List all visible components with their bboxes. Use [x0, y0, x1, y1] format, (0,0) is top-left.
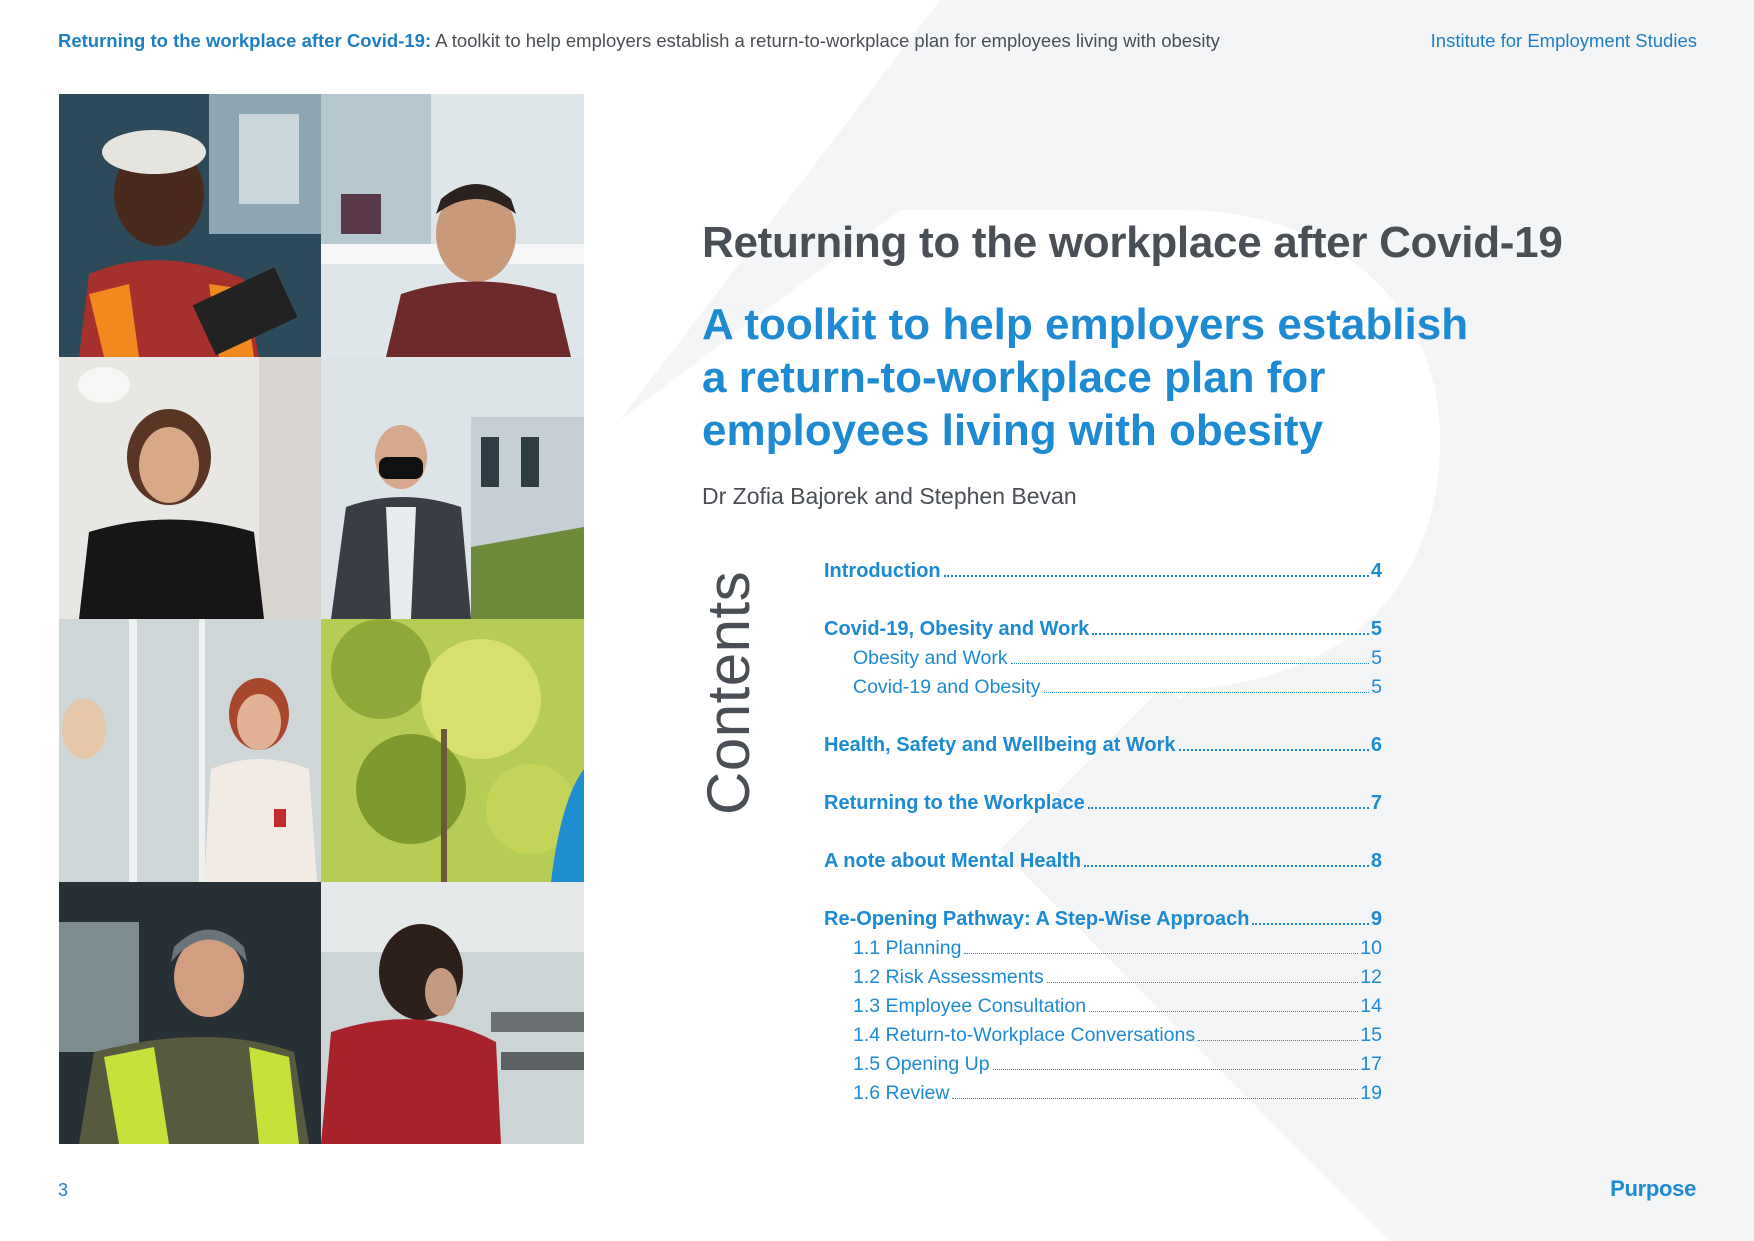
toc-leader: [944, 574, 1369, 577]
authors: Dr Zofia Bajorek and Stephen Bevan: [702, 483, 1077, 509]
toc-entry-page: 4: [1370, 560, 1382, 582]
toc-leader: [1089, 1010, 1358, 1012]
subtitle-line: A toolkit to help employers establish: [702, 300, 1469, 349]
document-subtitle: [702, 298, 1469, 457]
toc-entry-title: Returning to the Workplace: [824, 792, 1085, 814]
toc-entry-title: 1.2 Risk Assessments: [853, 966, 1044, 988]
toc-entry[interactable]: [824, 850, 1382, 873]
toc-entry-page: 15: [1360, 1024, 1382, 1046]
toc-entry-page: 12: [1360, 966, 1382, 988]
toc-leader: [1198, 1039, 1358, 1041]
toc-entry-title: A note about Mental Health: [824, 850, 1082, 872]
header-title-bold: Returning to the workplace after Covid-19:: [58, 30, 432, 51]
toc-subentry[interactable]: [824, 647, 1382, 670]
toc-entry-page: 5: [1370, 618, 1382, 640]
toc-entry-page: 14: [1360, 995, 1382, 1017]
toc-entry-page: 5: [1371, 676, 1382, 698]
photo-man-glasses-office: [321, 94, 584, 357]
toc-entry-page: 17: [1360, 1053, 1382, 1075]
document-title: Returning to the workplace after Covid-19: [702, 218, 1563, 267]
running-header: [58, 30, 1220, 52]
toc-entry-title: 1.1 Planning: [853, 937, 962, 959]
toc-leader: [1088, 806, 1369, 809]
toc-leader: [952, 1097, 1358, 1099]
photo-man-back-cafeteria: [321, 882, 584, 1144]
subtitle-line: employees living with obesity: [702, 406, 1324, 455]
photo-man-beanie-van: [59, 882, 321, 1144]
toc-leader: [1011, 662, 1370, 664]
toc-leader: [993, 1068, 1359, 1070]
toc-entry-title: Covid-19, Obesity and Work: [824, 618, 1090, 640]
toc-entry-title: 1.4 Return-to-Workplace Conversations: [853, 1024, 1196, 1046]
toc-entry-title: Covid-19 and Obesity: [853, 676, 1041, 698]
toc-entry-title: Re-Opening Pathway: A Step-Wise Approach: [824, 908, 1250, 930]
toc-entry-page: 5: [1371, 647, 1382, 669]
toc-entry-title: Introduction: [824, 560, 941, 582]
toc-subentry[interactable]: [824, 1053, 1382, 1076]
photo-collage: [59, 94, 584, 1144]
contents-heading: Contents: [695, 570, 762, 815]
photo-tree-sunlight: [321, 619, 584, 882]
header-organisation: Institute for Employment Studies: [1430, 30, 1697, 51]
toc-entry[interactable]: [824, 560, 1382, 583]
toc-leader: [1252, 922, 1368, 925]
toc-entry-page: 6: [1370, 734, 1382, 756]
photo-smiling-worker-hi-vis: [59, 94, 321, 357]
toc-leader: [1084, 864, 1369, 867]
toc-subentry[interactable]: [824, 676, 1382, 699]
toc-subentry[interactable]: [824, 966, 1382, 989]
photo-man-face-mask: [321, 357, 584, 619]
toc-subentry[interactable]: [824, 1082, 1382, 1105]
toc-entry-page: 7: [1370, 792, 1382, 814]
toc-leader: [1044, 691, 1370, 693]
toc-subentry[interactable]: [824, 937, 1382, 960]
toc-entry[interactable]: [824, 908, 1382, 931]
toc-entry-title: Health, Safety and Wellbeing at Work: [824, 734, 1176, 756]
photo-woman-phone-corridor: [59, 619, 321, 882]
toc-entry-title: 1.5 Opening Up: [853, 1053, 990, 1075]
toc-entry-page: 10: [1360, 937, 1382, 959]
toc-leader: [964, 952, 1358, 954]
toc-leader: [1092, 632, 1369, 635]
toc-entry[interactable]: [824, 734, 1382, 757]
toc-leader: [1179, 748, 1369, 751]
toc-entry[interactable]: [824, 792, 1382, 815]
toc-entry-page: 19: [1360, 1082, 1382, 1104]
toc-entry[interactable]: [824, 618, 1382, 641]
toc-entry-title: 1.3 Employee Consultation: [853, 995, 1087, 1017]
page-number: 3: [58, 1180, 69, 1200]
toc-subentry[interactable]: [824, 1024, 1382, 1047]
photo-smiling-woman-apron: [59, 357, 321, 619]
toc-entry-title: 1.6 Review: [853, 1082, 950, 1104]
toc-subentry[interactable]: [824, 995, 1382, 1018]
toc-entry-page: 9: [1370, 908, 1382, 930]
subtitle-line: a return-to-workplace plan for: [702, 353, 1326, 402]
toc-leader: [1047, 981, 1359, 983]
purpose-logo: Purpose: [1610, 1176, 1696, 1201]
header-title-rest: A toolkit to help employers establish a return-to-workplace plan for employees living with obesity: [431, 30, 1220, 51]
toc-entry-title: Obesity and Work: [853, 647, 1008, 669]
toc-entry-page: 8: [1370, 850, 1382, 872]
